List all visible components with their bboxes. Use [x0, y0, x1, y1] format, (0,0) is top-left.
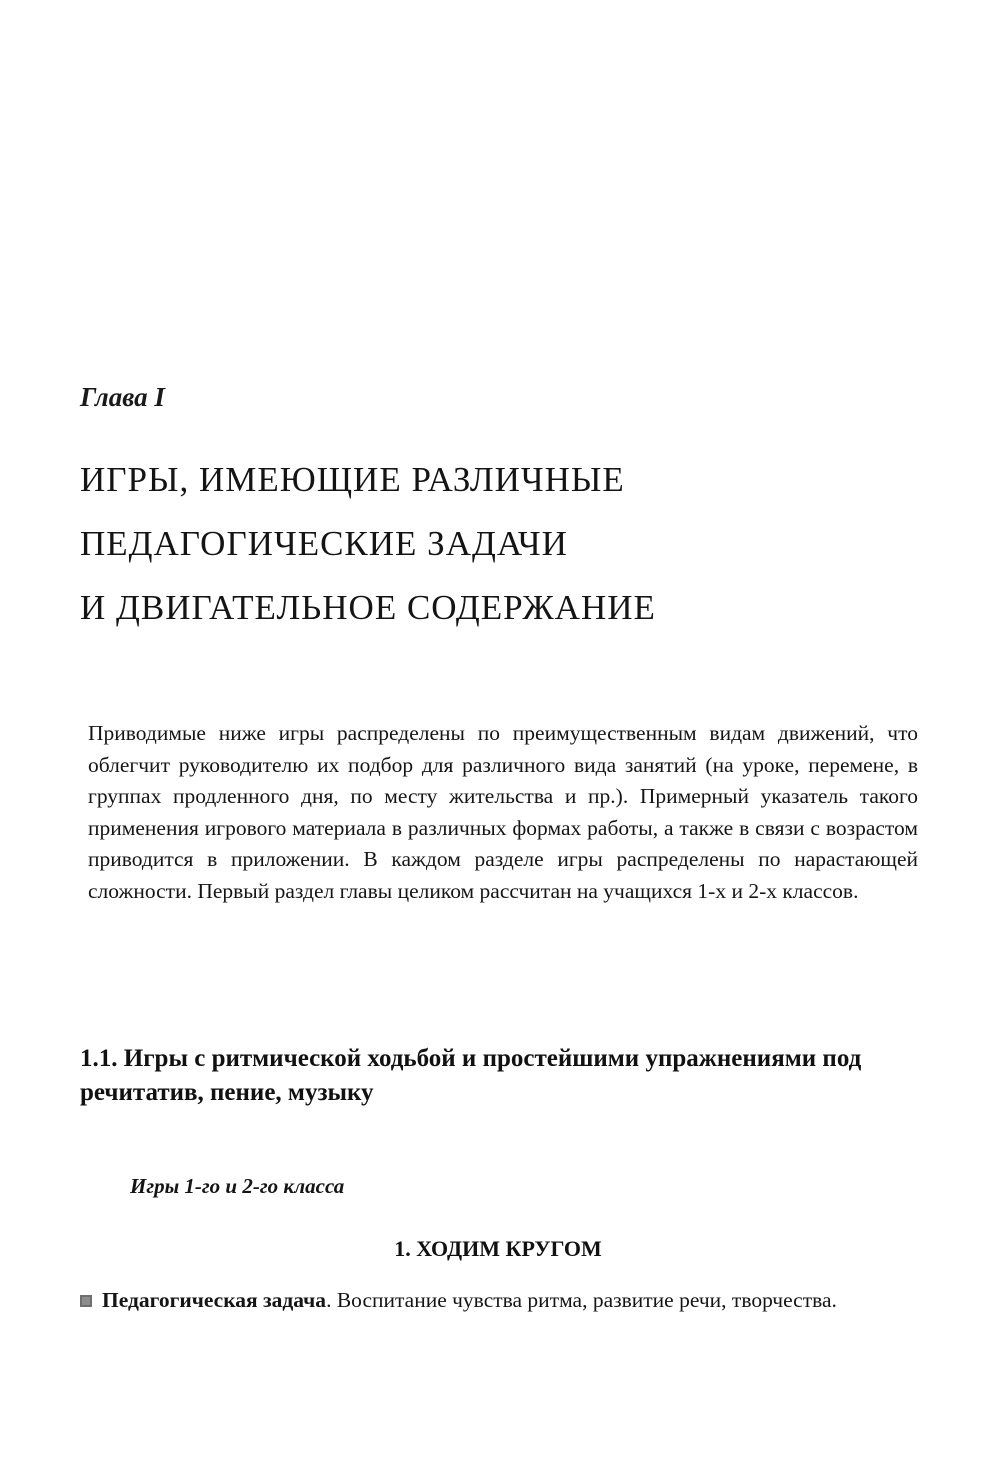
task-label: Педагогическая задача — [102, 1288, 327, 1312]
chapter-label: Глава I — [80, 382, 165, 412]
intro-paragraph: Приводимые ниже игры распределены по преимущественным видам движений, что облегчит руководителю их подбор для различного вида занятий (на уроке, перемене, в группах продленного дня, по месту жительства и пр.). Примерный указатель такого применения игрового материала в различных формах работы, а также в связи с возрастом приводится в приложении. В каждом разделе игры распределены по нарастающей сложности. Первый раздел главы целиком рассчитан на учащихся 1-х и 2-х классов. — [88, 721, 918, 903]
pedagogical-task-paragraph — [80, 1284, 918, 1317]
chapter-title — [80, 448, 656, 640]
chapter-title-line-3: И ДВИГАТЕЛЬНОЕ СОДЕРЖАНИЕ — [80, 588, 656, 627]
task-text: . Воспитание чувства ритма, развитие речи, творчества. — [326, 1288, 837, 1312]
chapter-title-line-1: ИГРЫ, ИМЕЮЩИЕ РАЗЛИЧНЫЕ — [80, 460, 625, 499]
chapter-title-line-2: ПЕДАГОГИЧЕСКИЕ ЗАДАЧИ — [80, 524, 568, 563]
section-heading: 1.1. Игры с ритмической ходьбой и простейшими упражнениями под речитатив, пение, музыку — [80, 1045, 862, 1106]
square-bullet-icon — [80, 1295, 92, 1307]
games-age-subheading: Игры 1-го и 2-го класса — [130, 1174, 345, 1198]
game-title: 1. ХОДИМ КРУГОМ — [394, 1236, 602, 1261]
